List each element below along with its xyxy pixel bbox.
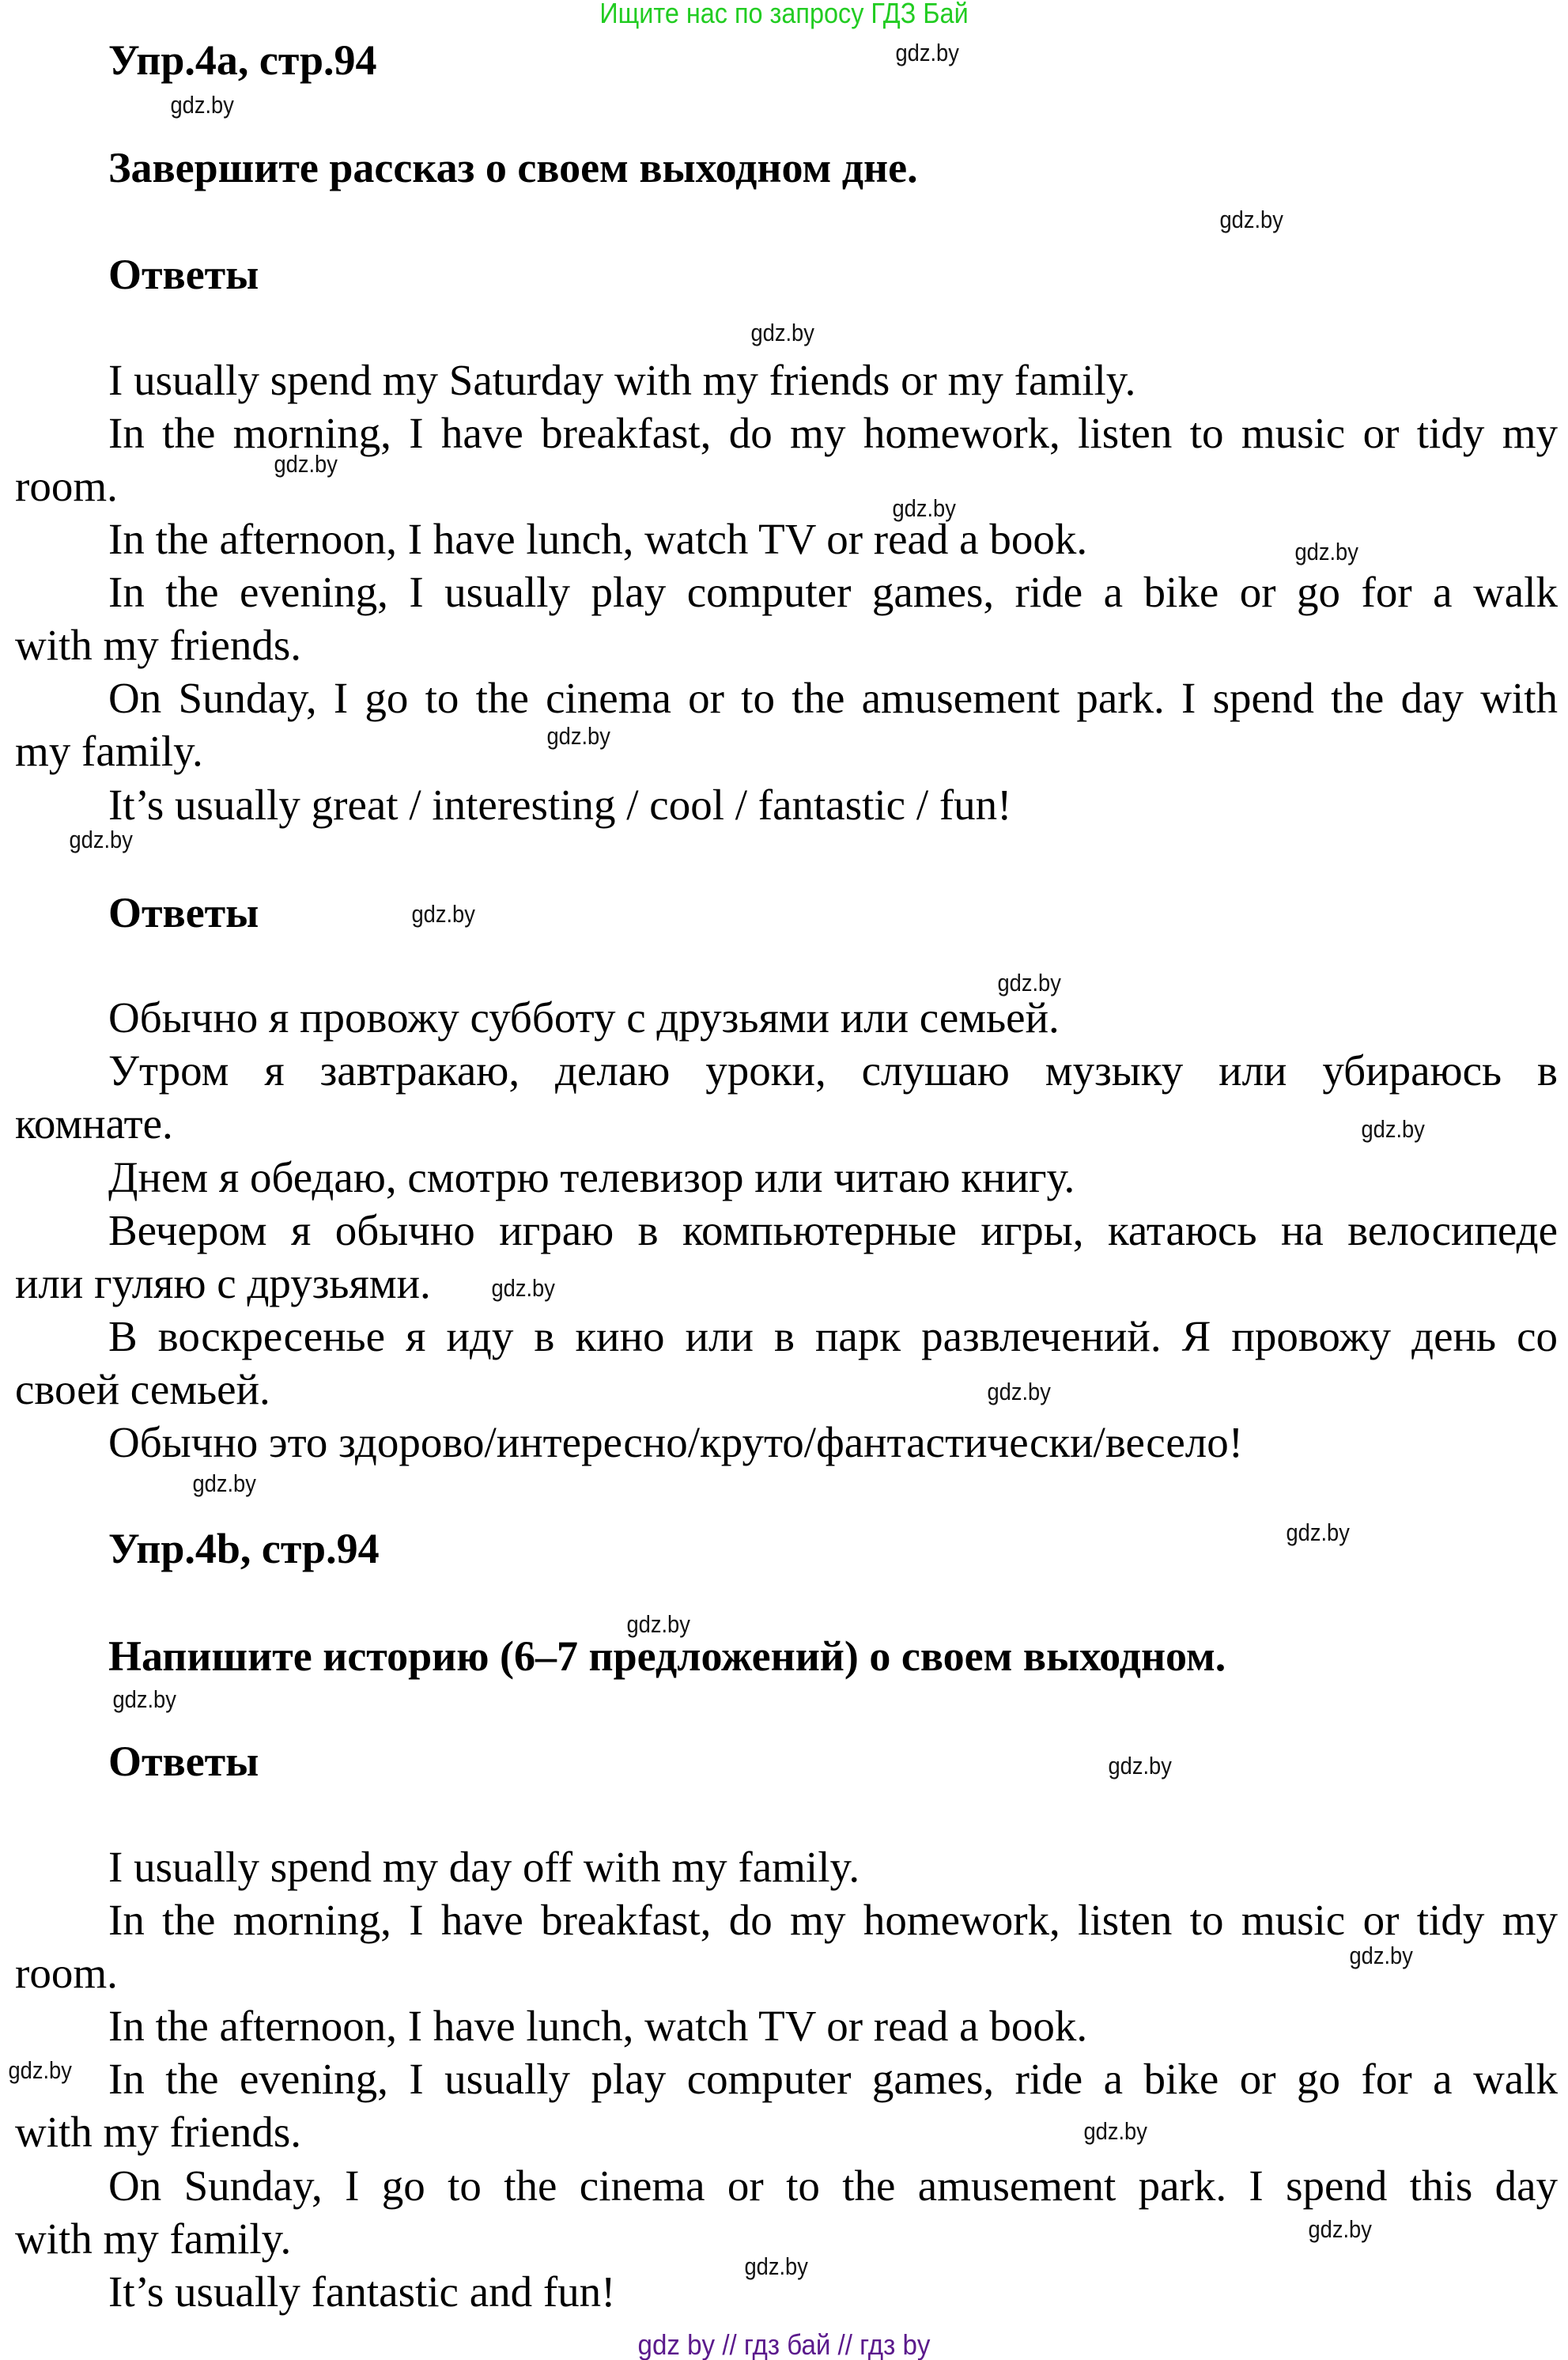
watermark: gdz.by — [1308, 2215, 1372, 2243]
answer-line: In the afternoon, I have lunch, watch TV or read a book. — [108, 515, 1088, 563]
watermark: gdz.by — [1361, 1115, 1425, 1143]
answers-heading: Ответы — [108, 889, 259, 936]
answer-line: Обычно это здорово/интересно/круто/фантастически/весело! — [108, 1418, 1244, 1466]
watermark: gdz.by — [411, 900, 475, 928]
answer-line: комнате. — [15, 1099, 173, 1148]
answers-heading: Ответы — [108, 1738, 259, 1785]
answer-line: Днем я обедаю, смотрю телевизор или читаю книгу. — [108, 1153, 1075, 1201]
watermark: gdz.by — [491, 1274, 555, 1302]
answer-line: It’s usually great / interesting / cool / fantastic / fun! — [108, 781, 1012, 829]
answer-line: with my friends. — [15, 2108, 302, 2156]
watermark: gdz.by — [895, 39, 959, 66]
answer-line: Обычно я провожу субботу с друзьями или семьей. — [108, 993, 1060, 1042]
watermark: gdz.by — [1286, 1518, 1350, 1546]
task-text: Завершите рассказ о своем выходном дне. — [108, 144, 918, 191]
watermark: gdz.by — [1219, 206, 1283, 233]
watermark: gdz.by — [69, 826, 133, 853]
answer-line: I usually spend my Saturday with my friends or my family. — [108, 356, 1136, 404]
watermark: gdz.by — [112, 1685, 176, 1713]
answer-line: или гуляю с друзьями. — [15, 1259, 431, 1307]
task-text: Напишите историю (6–7 предложений) о своем выходном. — [108, 1632, 1226, 1680]
answer-line: Утром я завтракаю, делаю уроки, слушаю музыку или убираюсь в — [108, 1046, 1558, 1095]
answer-line: On Sunday, I go to the cinema or to the amusement park. I spend this day — [108, 2161, 1558, 2210]
answer-line: On Sunday, I go to the cinema or to the amusement park. I spend the day with — [108, 674, 1558, 722]
watermark: gdz.by — [892, 494, 956, 522]
answer-line: my family. — [15, 727, 203, 775]
watermark: gdz.by — [750, 319, 814, 346]
footer-watermark: gdz by // гдз бай // гдз by — [637, 2328, 931, 2360]
answer-line: I usually spend my day off with my family. — [108, 1843, 860, 1891]
answer-line: В воскресенье я иду в кино или в парк развлечений. Я провожу день со — [108, 1312, 1558, 1360]
exercise-title: Упр.4a, стр.94 — [108, 36, 377, 84]
answer-line: room. — [15, 1949, 118, 1997]
answer-line: In the evening, I usually play computer games, ride a bike or go for a walk — [108, 2055, 1558, 2103]
watermark: gdz.by — [1294, 538, 1358, 565]
answer-line: In the morning, I have breakfast, do my homework, listen to music or tidy my — [108, 1896, 1558, 1944]
answer-line: своей семьей. — [15, 1365, 270, 1413]
watermark: gdz.by — [170, 91, 234, 119]
search-banner: Ищите нас по запросу ГДЗ Бай — [599, 0, 969, 29]
watermark: gdz.by — [8, 2056, 72, 2084]
answers-heading: Ответы — [108, 251, 259, 298]
watermark: gdz.by — [744, 2252, 808, 2280]
watermark: gdz.by — [192, 1469, 256, 1497]
watermark: gdz.by — [1083, 2117, 1147, 2145]
exercise-title: Упр.4b, стр.94 — [108, 1525, 380, 1572]
answer-line: with my friends. — [15, 621, 302, 669]
answer-line: with my family. — [15, 2214, 292, 2263]
answer-line: room. — [15, 462, 118, 510]
watermark: gdz.by — [546, 722, 610, 750]
answer-line: In the afternoon, I have lunch, watch TV or read a book. — [108, 2002, 1088, 2050]
watermark: gdz.by — [1108, 1752, 1172, 1779]
answer-line: Вечером я обычно играю в компьютерные игры, катаюсь на велосипеде — [108, 1206, 1558, 1254]
watermark: gdz.by — [987, 1378, 1051, 1405]
answer-line: In the evening, I usually play computer games, ride a bike or go for a walk — [108, 568, 1558, 616]
answer-line: It’s usually fantastic and fun! — [108, 2267, 616, 2316]
watermark: gdz.by — [626, 1610, 690, 1638]
watermark: gdz.by — [274, 450, 338, 478]
watermark: gdz.by — [1349, 1942, 1413, 1969]
watermark: gdz.by — [997, 969, 1061, 997]
answer-line: In the morning, I have breakfast, do my homework, listen to music or tidy my — [108, 409, 1558, 457]
